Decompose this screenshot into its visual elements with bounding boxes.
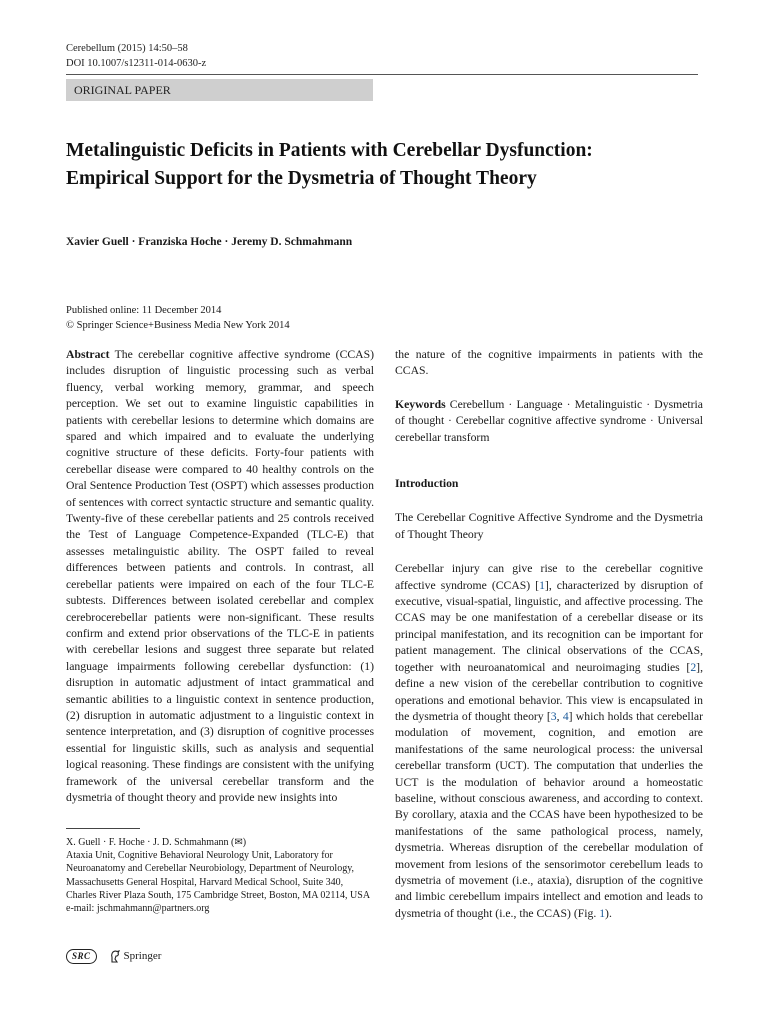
abstract-text: The cerebellar cognitive affective syndrome (CCAS) includes disruption of linguistic processing such as verbal fluency, verbal working memory, grammar, and speech perception. We set out to examine linguistic capabilities in patients with cerebellar lesions to determine which domains are spared and which impaired and to evaluate the underlying cognitive structure of these deficits. Forty-four patients with cerebellar disease were compared to 40 healthy controls on the Oral Sentence Production Test (OSPT) which assesses production of sentences with correct syntactic structure and semantic quality. Twenty-five of these cerebellar patients and 25 controls received the Test of Language Competence-Expanded (TLC-E) that assesses metalinguistic ability. The OSPT failed to reveal differences between patients and controls. In contrast, all cerebellar patients were impaired on each of the four TLC-E subtests. Differences between isolated cerebellar and complex cerebrocerebellar patients were non-significant. These results confirm and extend prior observations of the TLC-E in patients with cerebellar lesions and suggest three separate but related language impairments following cerebellar dysfunction: (1) disruption in automatic adjustment of intact grammatical and semantic abilities to a linguistic context in sentence production, (2) disruption in automatic adjustment to a linguistic context in sentence interpretation, and (3) disruption of cognitive processes essential for linguistic skills, such as analysis and sequential logical reasoning. These findings are consistent with the unifying framework of the universal cerebellar transform and the dysmetria of thought theory and provide new insights into (66, 348, 374, 804)
reference-separator: , (556, 709, 563, 723)
abstract-section (66, 347, 374, 806)
reference-link-3[interactable]: 3 (550, 709, 557, 723)
paper-title: Metalinguistic Deficits in Patients with Cerebellar Dysfunction: Empirical Support for the Dysmetria of Thought Theory (66, 140, 593, 189)
crossref-logo-icon: SRC (66, 949, 97, 964)
springer-wordmark: Springer (123, 950, 162, 962)
affiliation-address: Ataxia Unit, Cognitive Behavioral Neurology Unit, Laboratory for Neuroanatomy and Cerebellar Neurobiology, Department of Neurology, Massachusetts General Hospital, Harvard Medical School, Suite 340, Charles River Plaza South, 175 Cambridge Street, Boston, MA 02114, USA (66, 850, 371, 901)
keywords-label: Keywords (395, 397, 446, 411)
intro-text-a: Cerebellar injury can give rise to the cerebellar cognitive affective syndrome (CCAS) [ (395, 562, 703, 592)
intro-text-e: ). (605, 906, 612, 920)
footnote-rule (66, 828, 140, 829)
doi-line: DOI 10.1007/s12311-014-0630-z (66, 58, 207, 69)
journal-line: Cerebellum (2015) 14:50–58 (66, 43, 188, 54)
journal-citation (66, 41, 206, 71)
reference-link-4[interactable]: 4 (562, 709, 569, 723)
intro-text-b: ], characterized by disruption of executive, visual-spatial, linguistic, and affective processing. The CCAS may be one manifestation of a cerebellar disease or its principal manifestation, and its recognition can be important for patient management. The clinical observations of the CCAS, together with neuroanatomical and neuroimaging studies [ (395, 578, 703, 674)
affiliation-footnote (66, 836, 376, 915)
keywords-text: Cerebellum · Language · Metalinguistic · Dysmetria of thought · Cerebellar cognitive affective syndrome · Universal cerebellar transform (395, 397, 703, 444)
reference-link-2[interactable]: 2 (690, 660, 697, 674)
keywords-block (395, 397, 703, 446)
page-footer (66, 947, 161, 965)
affiliation-names: X. Guell · F. Hoche · J. D. Schmahmann (✉) (66, 837, 247, 848)
header-rule (66, 74, 698, 75)
introduction-paragraph (395, 561, 703, 922)
affiliation-email: e-mail: jschmahmann@partners.org (66, 903, 210, 915)
published-date: Published online: 11 December 2014 (66, 305, 222, 316)
abstract-continuation: the nature of the cognitive impairments in patients with the CCAS. (395, 348, 703, 378)
right-column (395, 347, 703, 922)
copyright-line: © Springer Science+Business Media New York 2014 (66, 319, 290, 331)
springer-horse-icon (109, 950, 121, 963)
figure-link-1[interactable]: 1 (599, 906, 606, 920)
intro-text-d: ] which holds that cerebellar modulation of movement, cognition, and emotion are manifestations of the same neurological process: the universal cerebellar transform (UCT). The computation that underlies the UCT is the modulation of behavior around a homeostatic baseline, without conscious awareness, and according to context. By corollary, ataxia and the CCAS have been hypothesized to be manifestations of the same pathological process, namely, dysmetria. Whereas disruption of the cerebellar modulation of movement from lesions of the sensorimotor cerebellum leads to dysmetria of movement (i.e., ataxia), disruption of the cognitive and limbic cerebellum impairs intellect and emotion and leads to dysmetria of thought (i.e., the CCAS) (Fig. (395, 709, 703, 920)
reference-link-1[interactable]: 1 (539, 578, 545, 592)
author-list: Xavier Guell · Franziska Hoche · Jeremy D. Schmahmann (66, 236, 353, 248)
subsection-heading: The Cerebellar Cognitive Affective Syndrome and the Dysmetria of Thought Theory (395, 511, 703, 541)
abstract-label: Abstract (66, 348, 110, 361)
springer-logo (109, 950, 162, 963)
publication-info (66, 304, 290, 333)
intro-text-c: ], define a new vision of the cerebellar contribution to cognitive operations and emotional behavior. This view is encapsulated in the dysmetria of thought theory [ (395, 660, 703, 723)
section-heading-introduction: Introduction (395, 477, 459, 491)
article-type-badge: ORIGINAL PAPER (66, 79, 373, 101)
